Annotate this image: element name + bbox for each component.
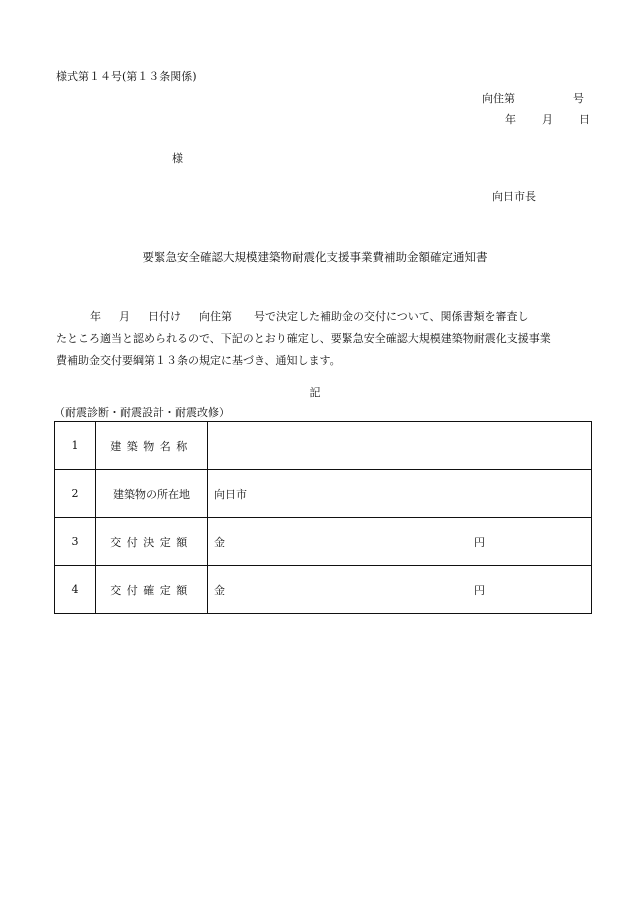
row-value-cell: [208, 566, 592, 614]
row-unit: 円: [474, 583, 485, 597]
body-month: 月: [119, 310, 130, 323]
table-row: [55, 422, 592, 470]
issue-date: [505, 111, 590, 127]
table-row: [55, 518, 592, 566]
issue-date-year: 年: [505, 113, 516, 126]
body-line-3: 費補助金交付要綱第１３条の規定に基づき、通知します。: [56, 354, 341, 367]
body-line-1-rest: 号で決定した補助金の交付について、関係書類を審査し: [254, 310, 529, 323]
reference-number: [482, 90, 584, 106]
row-label: 建築物の所在地: [96, 470, 208, 518]
issue-date-day: 日: [579, 113, 590, 126]
body-paragraph: [56, 306, 592, 372]
body-year: 年: [90, 310, 101, 323]
ki-heading: 記: [309, 386, 321, 399]
row-value: 向日市: [214, 487, 247, 501]
row-value-cell: [208, 470, 592, 518]
row-number: 3: [55, 518, 96, 566]
recipient-honorific: 様: [172, 152, 183, 165]
issue-date-month: 月: [542, 113, 553, 126]
document-title: 要緊急安全確認大規模建築物耐震化支援事業費補助金額確定通知書: [142, 250, 488, 264]
row-number: 4: [55, 566, 96, 614]
body-line-2: たところ適当と認められるので、下記のとおり確定し、要緊急安全確認大規模建築物耐震化支援事業: [56, 332, 551, 345]
reference-prefix: 向住第: [482, 92, 515, 105]
row-value: 金: [214, 535, 225, 549]
table-row: [55, 470, 592, 518]
row-label: 交付確定額: [96, 566, 208, 614]
row-value-cell: [208, 422, 592, 470]
row-value: 金: [214, 583, 225, 597]
row-value-cell: [208, 518, 592, 566]
body-line-1: [56, 306, 592, 328]
row-label: 建築物名称: [96, 422, 208, 470]
details-table: [54, 421, 592, 614]
body-day-dated: 日付け: [148, 310, 181, 323]
reference-suffix: 号: [573, 92, 584, 105]
row-number: 1: [55, 422, 96, 470]
form-number: 様式第１４号(第１３条関係): [56, 70, 197, 83]
scope-label: （耐震診断・耐震設計・耐震改修）: [54, 406, 230, 419]
row-label: 交付決定額: [96, 518, 208, 566]
row-unit: 円: [474, 535, 485, 549]
table-row: [55, 566, 592, 614]
row-number: 2: [55, 470, 96, 518]
sender-name: 向日市長: [492, 190, 536, 203]
body-ref-prefix: 向住第: [199, 310, 232, 323]
